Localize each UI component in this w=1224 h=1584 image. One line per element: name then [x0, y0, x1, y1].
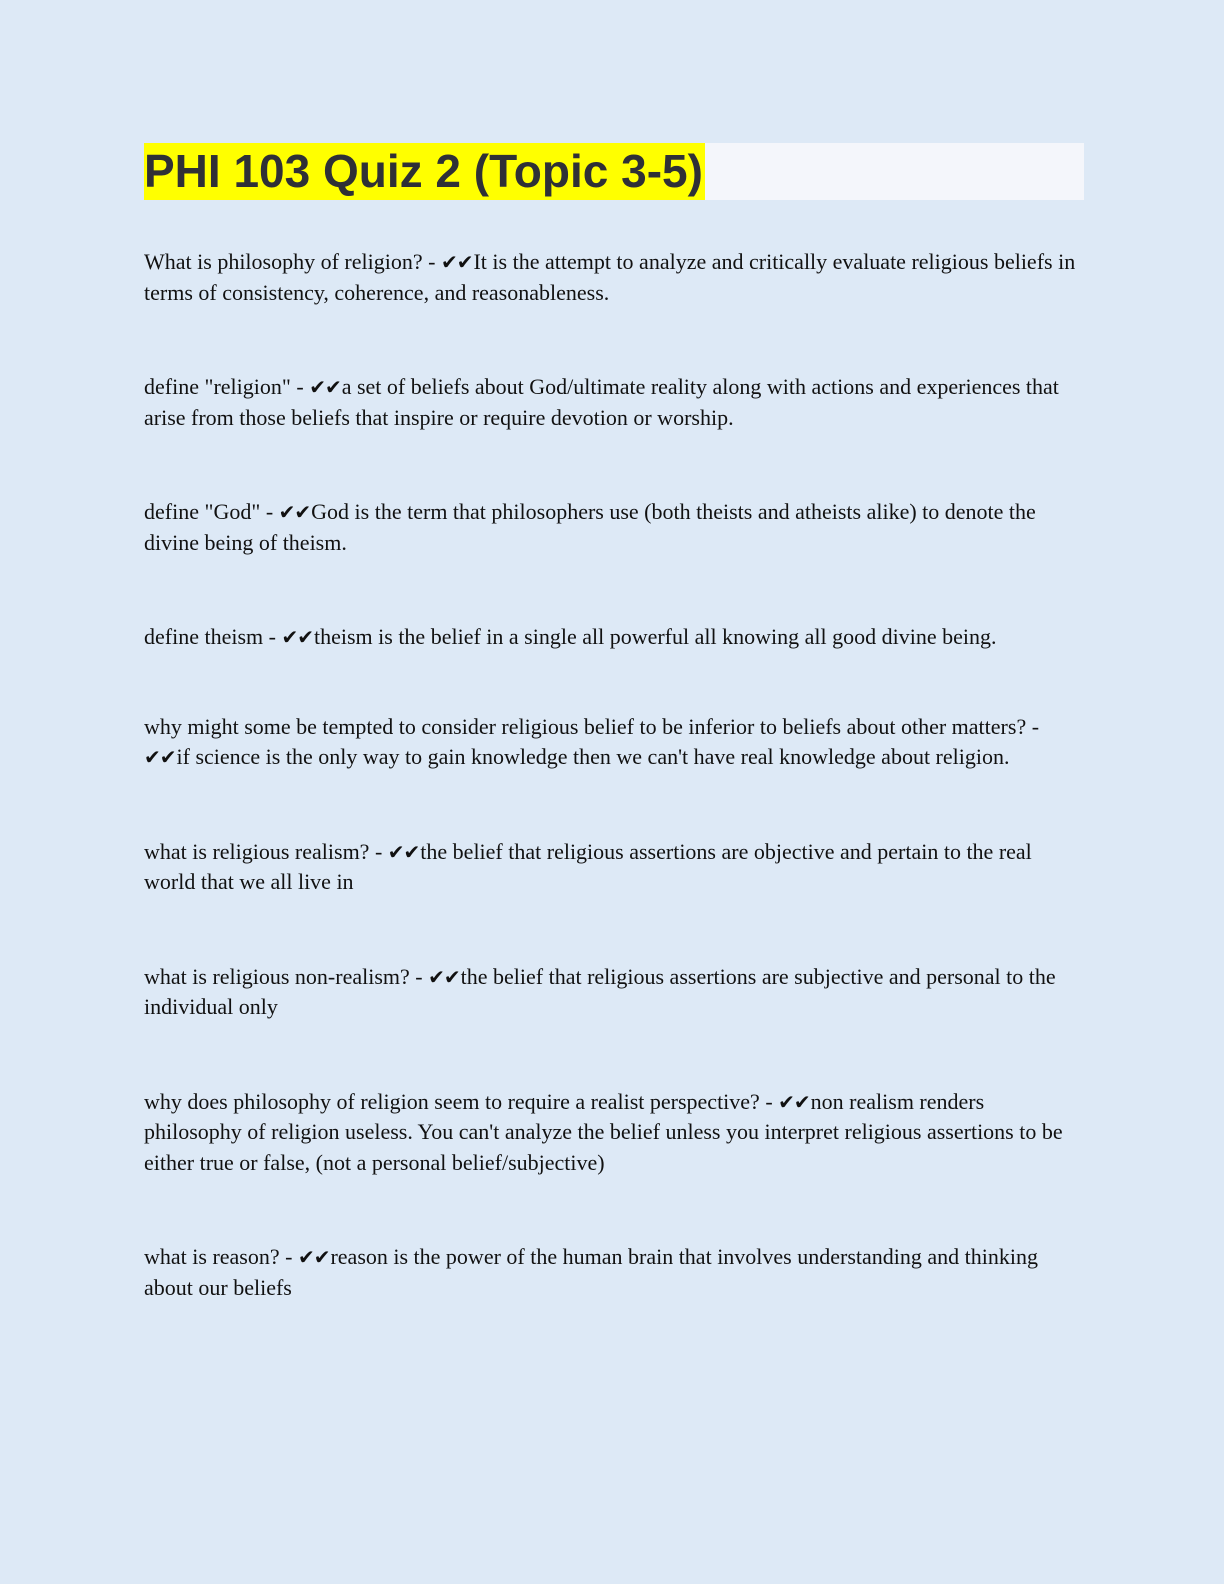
question-text: why might some be tempted to consider religious belief to be inferior to beliefs about other matters?: [144, 713, 1027, 739]
separator: -: [279, 1244, 298, 1269]
answer-text: the belief that religious assertions are subjective and personal to the individual only: [144, 963, 1056, 1019]
separator: -: [409, 963, 429, 989]
qa-item: [144, 712, 1084, 773]
double-check-icon: ✔✔: [281, 625, 313, 649]
separator: -: [369, 838, 388, 864]
document-title: PHI 103 Quiz 2 (Topic 3-5): [144, 143, 705, 200]
answer-text: a set of beliefs about God/ultimate reality along with actions and experiences that arise from those beliefs that inspire or require devotion or worship.: [144, 374, 1059, 430]
answer-text: God is the term that philosophers use (both theists and atheists alike) to denote the divine being of theism.: [144, 499, 1036, 555]
answer-text: It is the attempt to analyze and critically evaluate religious beliefs in terms of consistency, coherence, and reasonableness.: [144, 249, 1076, 305]
question-text: define theism: [144, 624, 264, 649]
separator: -: [422, 249, 441, 274]
qa-item: [144, 837, 1084, 898]
document-page: [144, 143, 1084, 1303]
qa-item: [144, 1087, 1084, 1179]
double-check-icon: ✔✔: [428, 964, 460, 989]
double-check-icon: ✔✔: [278, 500, 311, 524]
qa-item: [144, 372, 1084, 433]
separator: -: [759, 1088, 779, 1114]
double-check-icon: ✔✔: [309, 375, 341, 399]
double-check-icon: ✔✔: [387, 839, 420, 864]
qa-item: [144, 1242, 1084, 1303]
question-text: what is religious realism?: [144, 838, 370, 864]
separator: -: [290, 374, 310, 399]
question-text: What is philosophy of religion?: [144, 249, 423, 274]
answer-text: reason is the power of the human brain that involves understanding and thinking about our beliefs: [144, 1244, 1038, 1300]
qa-item: [144, 962, 1084, 1023]
qa-list: [144, 247, 1084, 1303]
question-text: what is reason?: [144, 1244, 280, 1269]
double-check-icon: ✔✔: [297, 1245, 330, 1269]
qa-item: [144, 247, 1084, 308]
question-text: define "God": [144, 499, 261, 524]
qa-item: [144, 622, 1084, 653]
separator: -: [1026, 713, 1040, 739]
question-text: define "religion": [144, 374, 291, 399]
double-check-icon: ✔✔: [144, 745, 176, 769]
answer-text: theism is the belief in a single all powerful all knowing all good divine being.: [313, 624, 997, 649]
answer-text: non realism renders philosophy of religion useless. You can't analyze the belief unless you interpret religious assertions to be either true or false, (not a personal belief/subjective): [144, 1088, 1063, 1175]
separator: -: [263, 624, 282, 649]
question-text: what is religious non-realism?: [144, 963, 410, 989]
double-check-icon: ✔✔: [778, 1089, 810, 1114]
qa-item: [144, 497, 1084, 558]
answer-text: if science is the only way to gain knowledge then we can't have real knowledge about religion.: [176, 744, 1010, 769]
question-text: why does philosophy of religion seem to require a realist perspective?: [144, 1088, 760, 1114]
answer-text: the belief that religious assertions are objective and pertain to the real world that we all live in: [144, 838, 1032, 894]
title-bar: [144, 143, 1084, 200]
double-check-icon: ✔✔: [440, 250, 473, 274]
separator: -: [260, 499, 279, 524]
